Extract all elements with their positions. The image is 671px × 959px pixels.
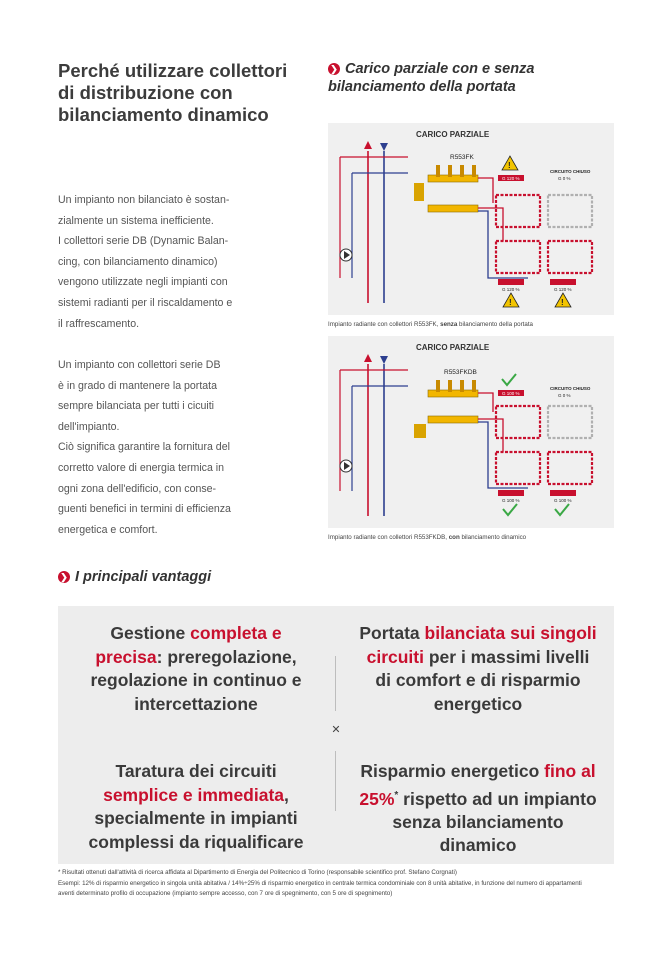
mixing-valve [414,424,426,438]
footnote-line: aventi determinato profilo di occupazione (impianto sempre accesso, con 7 ore di spegnimento, con 5 ore di spegnimento) [58,890,393,897]
footnote [58,868,618,900]
diagram-section-heading: ❯ Carico parziale con e senza bilanciamento della portata [328,61,535,95]
circuit-pipe [478,393,493,412]
text-line: il raffrescamento. [58,317,140,330]
chevron-right-icon: ❯ [328,63,340,75]
db-paragraph [58,355,258,540]
flow-label: G 120 % [554,287,572,292]
intro-paragraph [58,190,258,334]
manifold-supply-bar [428,175,478,182]
return-arrow [380,356,388,364]
flow-label: G 120 % [502,287,520,292]
flow-bar [498,279,524,285]
floor-loop-3 [496,241,540,273]
manifold-supply-bar [428,390,478,397]
advantages-heading: ❯ I principali vantaggi [58,568,211,586]
floor-loop-2 [548,195,592,227]
advantage-balanced-flow: Portata bilanciata sui singoli circuiti per i massimi livelli di comfort e di risparmio energetico [359,623,597,714]
floor-loop-4 [548,241,592,273]
svg-text:!: ! [561,298,564,307]
valve [460,380,464,392]
text-line: Un impianto non bilanciato è sostan- [58,194,230,206]
supply-arrow [364,354,372,362]
text-line: dell'impianto. [58,420,120,433]
text-line: sempre bilanciata per tutti i cicuiti [58,400,215,413]
diagram-title: CARICO PARZIALE [416,343,490,352]
closed-circuit-label: CIRCUITO CHIUSO [550,386,591,391]
text-line: energetica e comfort. [58,523,158,536]
flow-label: G 120 % [502,176,520,181]
text-line: I collettori serie DB (Dynamic Balan- [58,235,229,248]
heating-schematic-1 [328,123,614,315]
advantage-energy-saving: Risparmio energetico fino al 25%* rispetto ad un impianto senza bilanciamento dinamico [359,761,597,856]
divider-top [335,656,336,711]
diagram-title: CARICO PARZIALE [416,130,490,139]
floor-loop-4 [548,452,592,484]
valve [472,165,476,177]
manifold-return-bar [428,416,478,423]
valve [436,380,440,392]
return-arrow [380,143,388,151]
advantage-management: Gestione completa e precisa: preregolazione, regolazione in continuo e intercettazione [90,623,302,714]
check-icon [555,504,569,515]
footnote-line: Esempi: 12% di risparmio energetico in singola unità abitativa / 14%÷25% di risparmio energetico in centrale termica condominiale con 8 unità abitative, in funzione del numero di appartamenti [58,879,582,887]
valve [472,380,476,392]
page-title: Perché utilizzare collettori di distribuzione con bilanciamento dinamico [58,60,288,125]
text-line: Ciò significa garantire la fornitura del [58,441,230,454]
text-line: cing, con bilanciamento dinamico) [58,255,218,268]
check-icon [503,504,517,515]
floor-loop-2 [548,406,592,438]
diagram-with-balancing [328,336,614,528]
text-line: corretto valore di energia termica in [58,461,225,474]
advantages-panel [58,606,614,864]
circuit-pipe [478,178,493,203]
valve [448,380,452,392]
closed-circuit-label: CIRCUITO CHIUSO [550,169,591,174]
valve [448,165,452,177]
divider-bottom [335,751,336,811]
diagram1-caption: Impianto radiante con collettori R553FK, senza bilanciamento della portata [328,321,534,328]
flow-label: G 100 % [554,498,572,503]
valve [436,165,440,177]
mixing-valve [414,183,424,201]
manifold-model: R553FKDB [444,369,477,376]
closed-circuit-value: G 0 % [558,176,571,181]
closed-circuit-value: G 0 % [558,393,571,398]
text-line: guenti benefici in termini di efficienza [58,503,231,516]
svg-text:!: ! [509,298,512,307]
circuit-pipe [478,419,503,452]
text-line: zialmente un sistema inefficiente. [58,214,214,227]
advantage-calibration: Taratura dei circuiti semplice e immediata, specialmente in impianti complessi da riqualificare [88,761,304,852]
check-icon [502,374,516,385]
chevron-right-icon: ❯ [58,571,70,583]
text-line: Un impianto con collettori serie DB [58,359,221,371]
text-line: è in grado di mantenere la portata [58,379,218,392]
arrows-expand-icon: ✕ [329,723,343,737]
supply-arrow [364,141,372,149]
circuit-pipe [478,208,503,241]
text-line: vengono utilizzate negli impianti con [58,276,228,289]
text-line: sistemi radianti per il riscaldamento e [58,296,233,309]
diagram-without-balancing [328,123,614,315]
diagram2-caption: Impianto radiante con collettori R553FKDB, con bilanciamento dinamico [328,534,527,541]
footnote-line: * Risultati ottenuti dall'attività di ricerca affidata al Dipartimento di Energia del Politecnico di Torino (responsabile scientifico prof. Stefano Corgnati) [58,869,457,876]
heating-schematic-2 [328,336,614,528]
flow-bar [550,279,576,285]
manifold-model: R553FK [450,154,474,161]
flow-label: G 100 % [502,391,520,396]
manifold-return-bar [428,205,478,212]
floor-loop-3 [496,452,540,484]
flow-bar [550,490,576,496]
flow-label: G 100 % [502,498,520,503]
flow-bar [498,490,524,496]
svg-text:!: ! [508,161,511,170]
text-line: ogni zona dell'edificio, con conse- [58,482,217,495]
valve [460,165,464,177]
